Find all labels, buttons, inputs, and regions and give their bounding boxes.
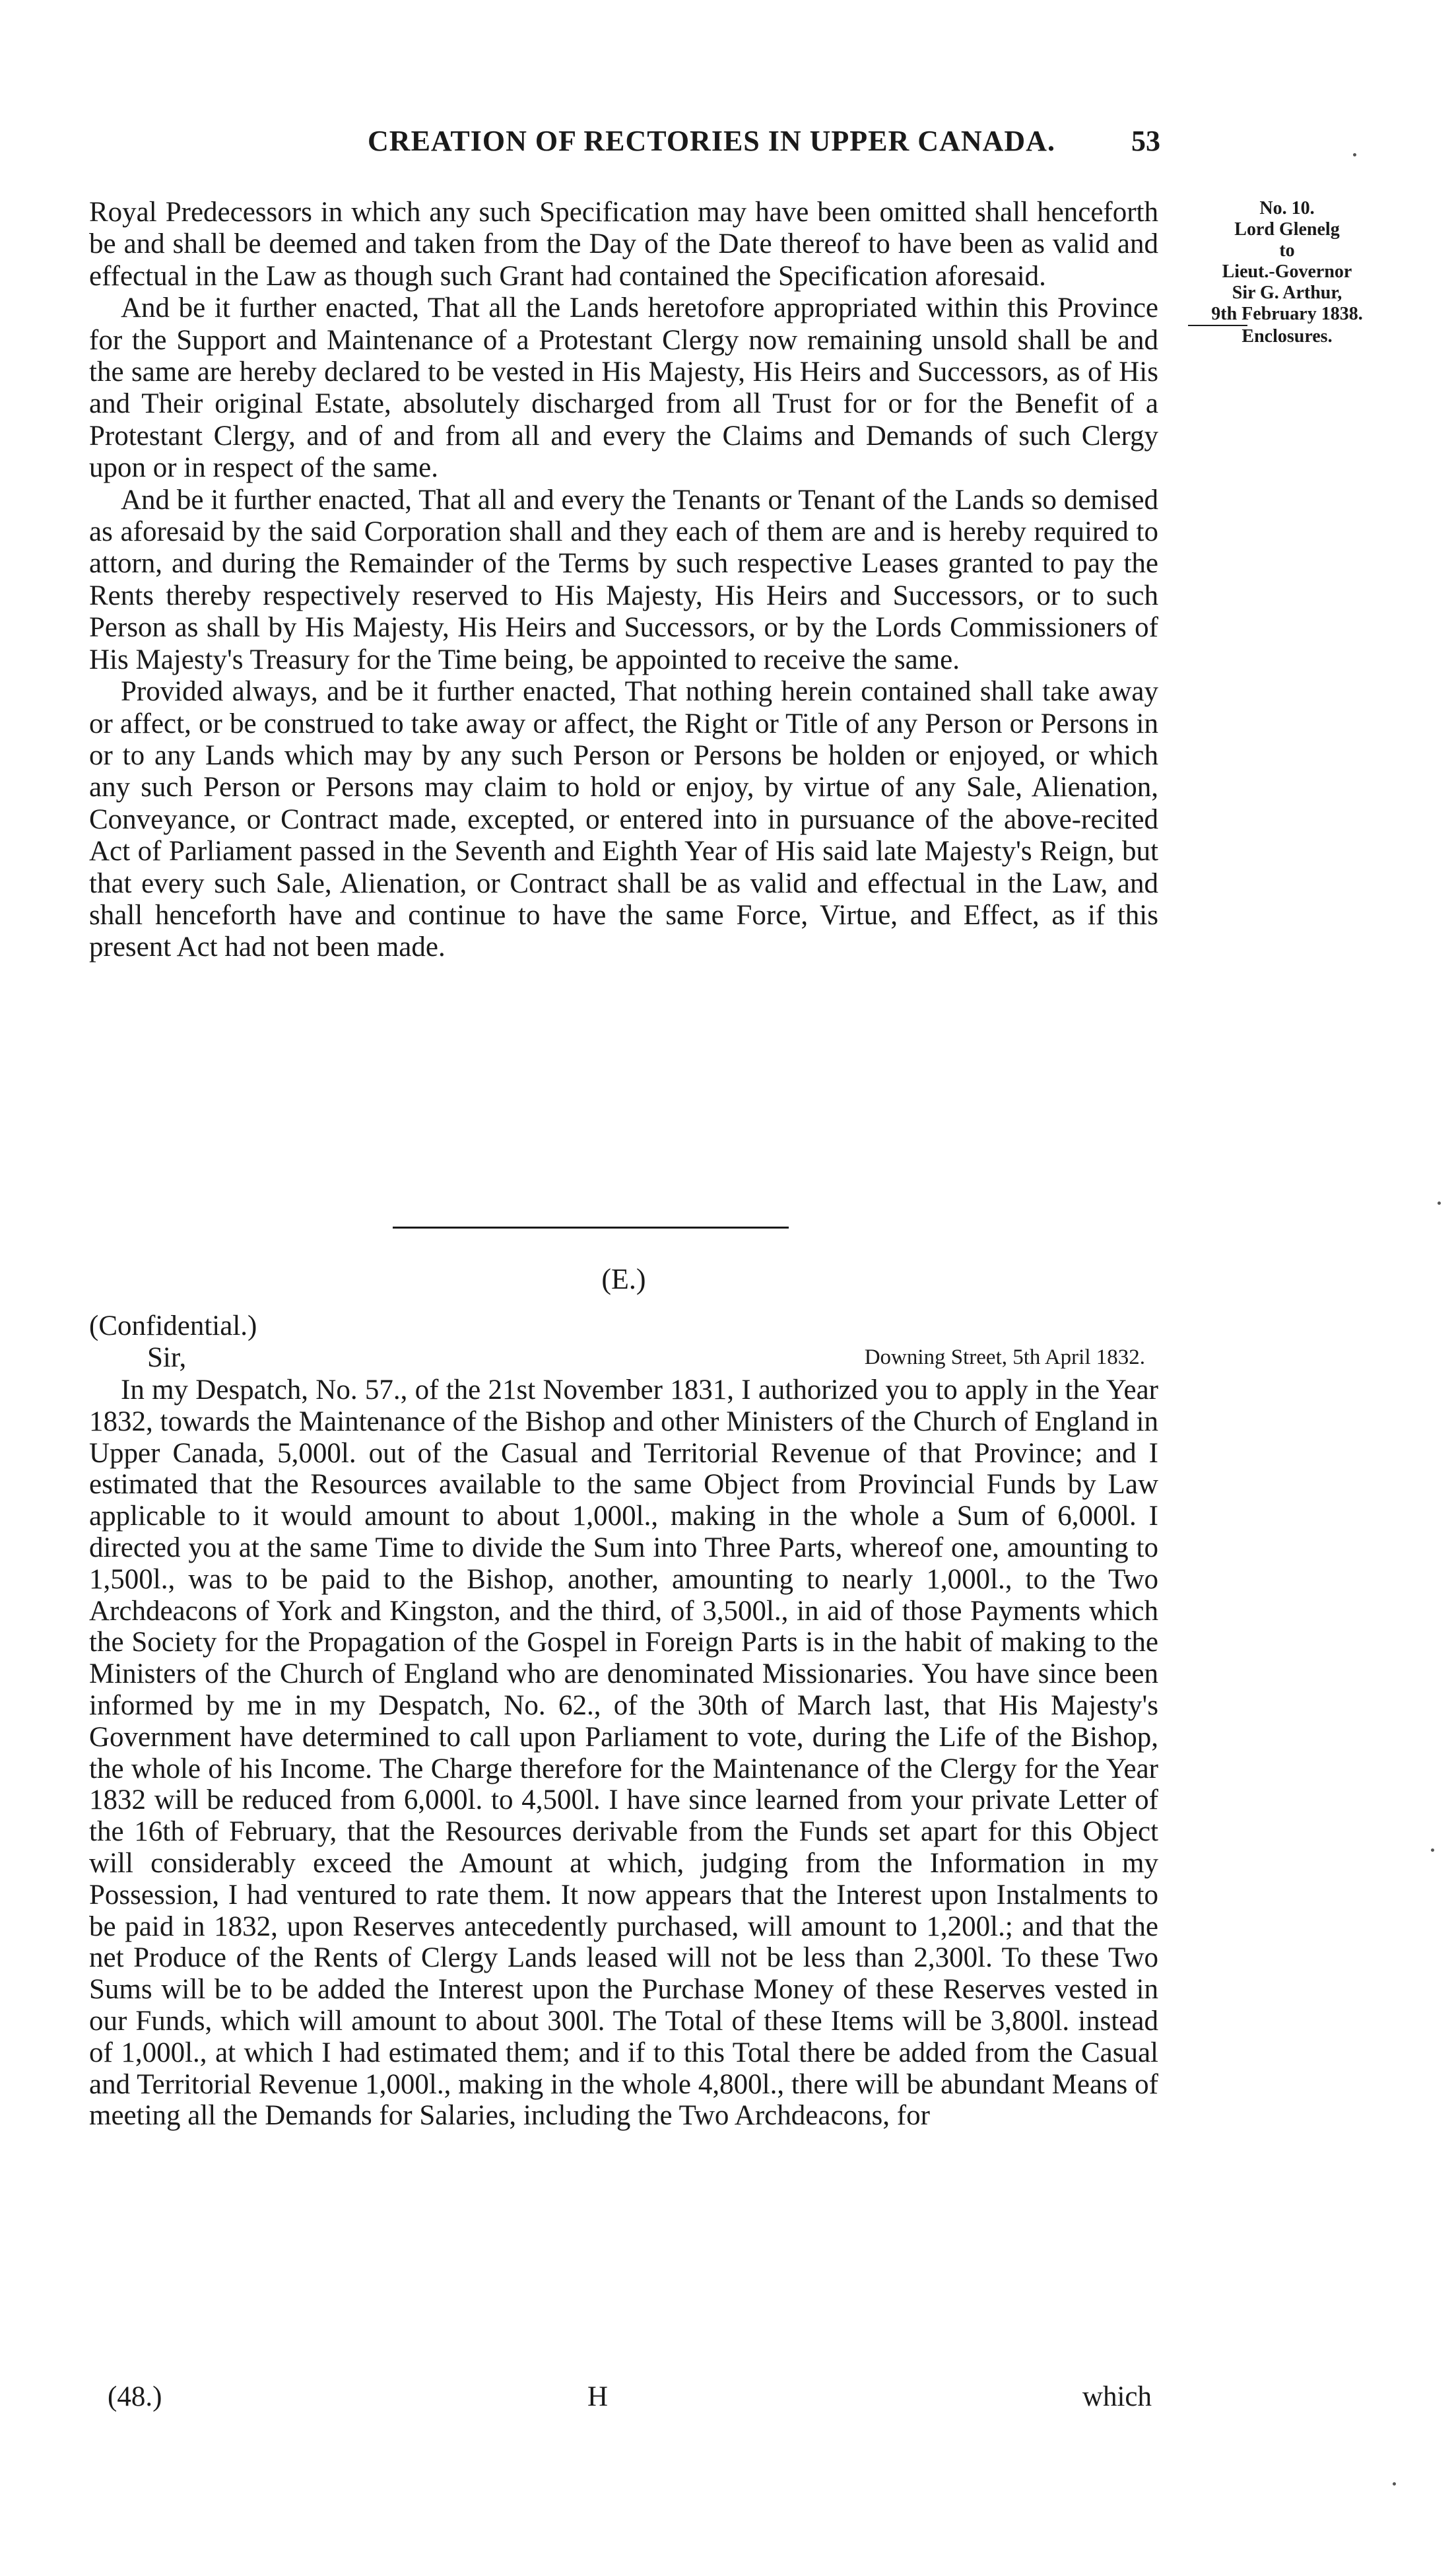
- sheet-number: (48.): [108, 2381, 162, 2412]
- salutation-line: [89, 1341, 1158, 1374]
- margin-note-to: to: [1279, 240, 1295, 261]
- margin-note-from: Lord Glenelg: [1234, 219, 1340, 240]
- page-footer: [89, 2381, 1158, 2414]
- act-paragraph-2: And be it further enacted, That all the Lands heretofore appropriated within this Province for the Support and Maintenance of a Protestant Clergy now remaining unsold shall be and the same are hereby declared to be vested in His Majesty, His Heirs and Successors, as of His and Their original Estate, absolutely discharged from all Trust for or for the Benefit of a Protestant Clergy, and of and from all and every the Claims and Demands of such Clergy upon or in respect of the same.: [89, 292, 1158, 484]
- running-head: [263, 124, 1160, 164]
- margin-note-recipient-line1: Lieut.-Governor: [1222, 261, 1352, 282]
- salutation: Sir,: [147, 1342, 187, 1373]
- letter-body: In my Despatch, No. 57., of the 21st November 1831, I authorized you to apply in the Year 1832, towards the Maintenance of the Bishop and other Ministers of the Church of England in Upper Canada, 5,000l. out of the Casual and Territorial Revenue of that Province; and I estimated that the Resources available to the same Object from Provincial Funds by Law applicable to it would amount to about 1,000l., making in the whole a Sum of 6,000l. I directed you at the same Time to divide the Sum into Three Parts, whereof one, amounting to 1,500l., was to be paid to the Bishop, another, amounting to nearly 1,000l., to the Two Archdeacons of York and Kingston, and the third, of 3,500l., in aid of those Payments which the Society for the Propagation of the Gospel in Foreign Parts is in the habit of making to the Ministers of the Church of England who are denominated Missionaries. You have since been informed by me in my Despatch, No. 62., of the 30th of March last, that His Majesty's Government have determined to call upon Parliament to vote, during the Life of the Bishop, the whole of his Income. The Charge therefore for the Maintenance of the Clergy for the Year 1832 will be reduced from 6,000l. to 4,500l. I have since learned from your private Letter of the 16th of February, that the Resources derivable from the Funds set apart for this Object will considerably exceed the Amount at which, judging from the Information in my Possession, I had ventured to rate them. It now appears that the Interest upon Instalments to be paid in 1832, upon Reserves antecedently purchased, will amount to 1,200l.; and that the net Produce of the Rents of Clergy Lands leased will not be less than 2,300l. To these Two Sums will be to be added the Interest upon the Purchase Money of these Reserves vested in our Funds, which will amount to about 300l. The Total of these Items will be 3,800l. instead of 1,000l., at which I had estimated them; and if to this Total there be added from the Casual and Territorial Revenue 1,000l., making in the whole 4,800l., there will be abundant Means of meeting all the Demands for Salaries, including the Two Archdeacons, for: [89, 1374, 1158, 2132]
- signature-mark: H: [587, 2381, 609, 2412]
- running-title: CREATION OF RECTORIES IN UPPER CANADA.: [368, 125, 1055, 157]
- page-number: 53: [1131, 125, 1160, 157]
- scan-speck: [1431, 1848, 1434, 1852]
- margin-note-number: No. 10.: [1259, 198, 1315, 219]
- margin-note-recipient-line2: Sir G. Arthur,: [1232, 283, 1342, 303]
- section-label: (E.): [601, 1263, 646, 1295]
- act-paragraph-1: Royal Predecessors in which any such Specification may have been omitted shall henceforth be and shall be deemed and taken from the Day of the Date thereof to have been as valid and effectual in the Law as though such Grant had contained the Specification aforesaid.: [89, 197, 1158, 292]
- margin-note-enclosures: Enclosures.: [1241, 326, 1333, 347]
- act-paragraph-3: And be it further enacted, That all and every the Tenants or Tenant of the Lands so demised as aforesaid by the said Corporation shall and they each of them are and is hereby required to attorn, and during the Remainder of the Terms by such respective Leases granted to pay the Rents thereby respectively reserved to His Majesty, His Heirs and Successors, or to such Person as shall by His Majesty, His Heirs and Successors, or by the Lords Commissioners of His Majesty's Treasury for the Time being, be appointed to receive the same.: [89, 484, 1158, 675]
- section-divider: [393, 1227, 789, 1229]
- scan-speck: [1393, 2482, 1396, 2486]
- act-text: [89, 197, 1158, 964]
- confidential-label: (Confidential.): [89, 1310, 257, 1341]
- act-paragraph-4: Provided always, and be it further enacted, That nothing herein contained shall take away or affect, or be construed to take away or affect, the Right or Title of any Person or Persons in or to any Lands which may by any such Person or Persons be holden or enjoyed, or which any such Person or Persons may claim to hold or enjoy, by virtue of any Sale, Alienation, Conveyance, or Contract made, excepted, or entered into in pursuance of the above-recited Act of Parliament passed in the Seventh and Eighth Year of His said late Majesty's Reign, but that every such Sale, Alienation, or Contract shall be as valid and effectual in the Law, and shall henceforth have and continue to have the same Force, Virtue, and Effect, as if this present Act had not been made.: [89, 676, 1158, 963]
- margin-note-date: 9th February 1838.: [1211, 304, 1363, 324]
- scan-speck: [1353, 153, 1356, 156]
- dateline: Downing Street, 5th April 1832.: [864, 1345, 1145, 1369]
- scan-speck: [1438, 1202, 1441, 1205]
- catchword: which: [1082, 2381, 1152, 2412]
- margin-note: [1188, 198, 1386, 347]
